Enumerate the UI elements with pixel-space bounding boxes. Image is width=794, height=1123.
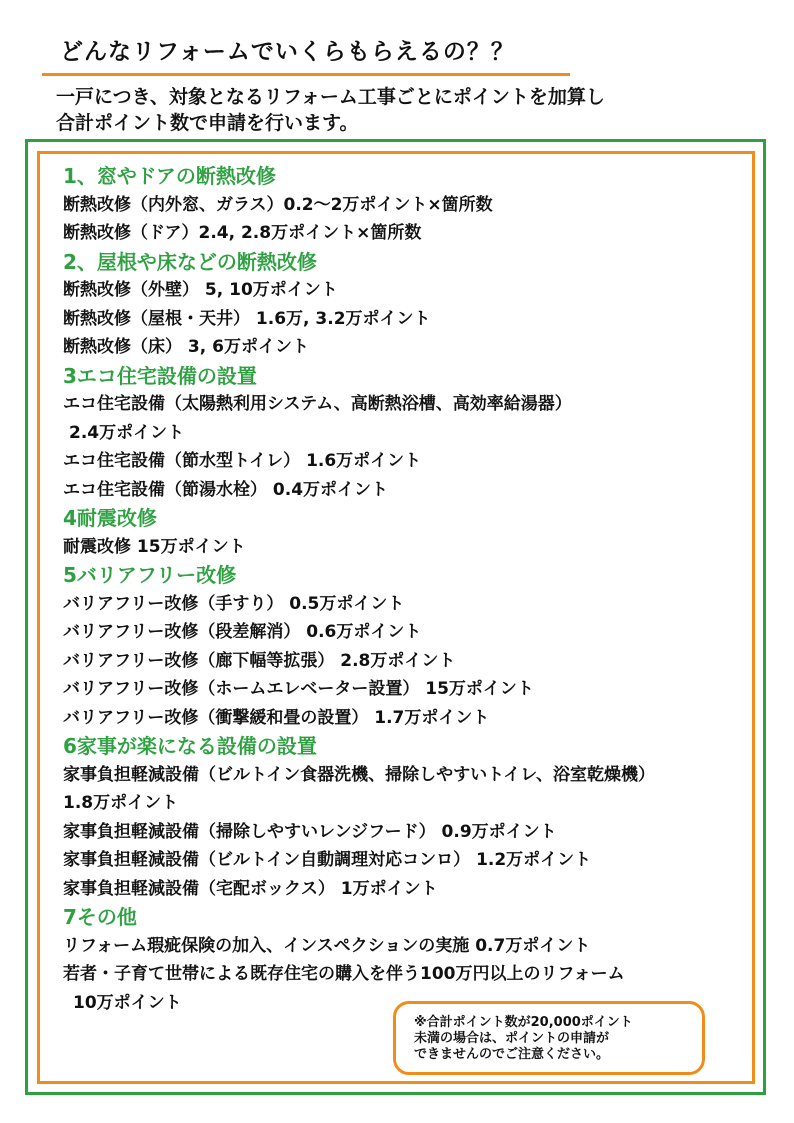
notice-line-1: ※合計ポイント数が20,000ポイント — [414, 1015, 633, 1030]
list-item: バリアフリー改修（段差解消） 0.6万ポイント — [63, 622, 422, 642]
list-item: 断熱改修（屋根・天井） 1.6万, 3.2万ポイント — [63, 308, 431, 329]
intro-line-1: 一戸につき、対象となるリフォーム工事ごとにポイントを加算し — [56, 86, 605, 108]
list-item: バリアフリー改修（ホームエレベーター設置） 15万ポイント — [63, 679, 534, 699]
title-underline — [42, 73, 570, 76]
list-item: 若者・子育て世帯による既存住宅の購入を伴う100万円以上のリフォーム — [63, 964, 625, 984]
list-item: 断熱改修（床） 3, 6万ポイント — [63, 337, 309, 357]
list-item: 耐震改修 15万ポイント — [63, 536, 246, 557]
list-item: 家事負担軽減設備（ビルトイン食器洗機、掃除しやすいトイレ、浴室乾燥機） — [63, 764, 655, 785]
list-item: バリアフリー改修（廊下幅等拡張） 2.8万ポイント — [63, 650, 456, 671]
list-item: エコ住宅設備（太陽熱利用システム、高断熱浴槽、高効率給湯器） — [63, 394, 572, 414]
intro-text — [56, 84, 605, 136]
notice-box — [393, 1001, 705, 1075]
section-heading-4: 4耐震改修 — [63, 506, 157, 530]
list-item: 家事負担軽減設備（ビルトイン自動調理対応コンロ） 1.2万ポイント — [63, 850, 592, 870]
section-heading-3: 3エコ住宅設備の設置 — [63, 363, 257, 388]
section-heading-2: 2、屋根や床などの断熱改修 — [63, 249, 317, 274]
list-item: 断熱改修（外壁） 5, 10万ポイント — [63, 280, 338, 300]
reform-list — [63, 162, 753, 1017]
list-item: 1.8万ポイント — [63, 793, 179, 813]
list-item: 家事負担軽減設備（宅配ボックス） 1万ポイント — [63, 878, 438, 899]
intro-line-2: 合計ポイント数で申請を行います。 — [56, 112, 359, 134]
notice-line-3: できませんのでご注意ください。 — [414, 1047, 610, 1062]
list-item: エコ住宅設備（節湯水栓） 0.4万ポイント — [63, 479, 389, 500]
list-item: リフォーム瑕疵保険の加入、インスペクションの実施 0.7万ポイント — [63, 935, 591, 956]
list-item: エコ住宅設備（節水型トイレ） 1.6万ポイント — [63, 451, 422, 471]
list-item: 2.4万ポイント — [69, 422, 185, 443]
list-item: 家事負担軽減設備（掃除しやすいレンジフード） 0.9万ポイント — [63, 821, 557, 842]
section-heading-7: 7その他 — [63, 905, 137, 929]
section-heading-6: 6家事が楽になる設備の設置 — [63, 734, 317, 758]
list-item: 断熱改修（内外窓、ガラス）0.2～2万ポイント×箇所数 — [63, 194, 493, 215]
section-heading-1: 1、窓やドアの断熱改修 — [63, 164, 276, 188]
section-heading-5: 5バリアフリー改修 — [63, 563, 237, 587]
list-item: 断熱改修（ドア）2.4, 2.8万ポイント×箇所数 — [63, 223, 422, 243]
list-item: バリアフリー改修（手すり） 0.5万ポイント — [63, 593, 405, 614]
notice-line-2: 未満の場合は、ポイントの申請が — [414, 1031, 610, 1046]
list-item: 10万ポイント — [73, 992, 182, 1013]
page-title: どんなリフォームでいくらもらえるの？？ — [60, 39, 515, 65]
list-item: バリアフリー改修（衝撃緩和畳の設置） 1.7万ポイント — [63, 707, 490, 728]
